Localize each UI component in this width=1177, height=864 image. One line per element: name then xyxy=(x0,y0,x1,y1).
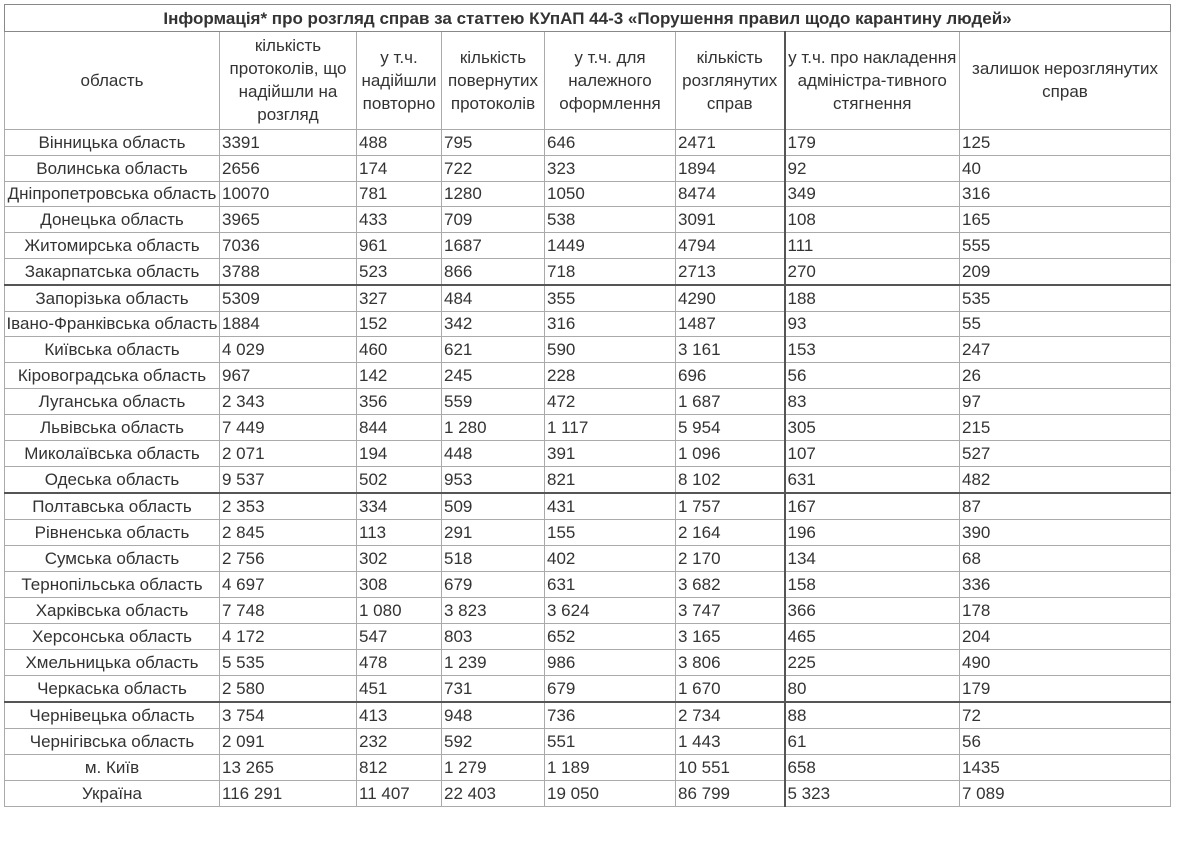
cases-considered-cell: 3 161 xyxy=(676,337,785,363)
cases-considered-cell: 3091 xyxy=(676,207,785,233)
received-repeatedly-cell: 502 xyxy=(357,467,442,494)
for-proper-processing-cell: 402 xyxy=(545,546,676,572)
remaining-cases-cell: 125 xyxy=(960,130,1171,156)
header-protocols-received: кількість протоколів, що надійшли на розгляд xyxy=(220,32,357,130)
for-proper-processing-cell: 228 xyxy=(545,363,676,389)
cases-considered-cell: 1 096 xyxy=(676,441,785,467)
returned-protocols-cell: 448 xyxy=(442,441,545,467)
returned-protocols-cell: 866 xyxy=(442,259,545,286)
received-repeatedly-cell: 174 xyxy=(357,156,442,182)
protocols-received-cell: 2 580 xyxy=(220,676,357,703)
protocols-received-cell: 10070 xyxy=(220,182,357,207)
for-proper-processing-cell: 631 xyxy=(545,572,676,598)
for-proper-processing-cell: 590 xyxy=(545,337,676,363)
for-proper-processing-cell: 431 xyxy=(545,493,676,520)
cases-considered-cell: 3 682 xyxy=(676,572,785,598)
returned-protocols-cell: 3 823 xyxy=(442,598,545,624)
received-repeatedly-cell: 142 xyxy=(357,363,442,389)
received-repeatedly-cell: 356 xyxy=(357,389,442,415)
returned-protocols-cell: 342 xyxy=(442,312,545,337)
remaining-cases-cell: 390 xyxy=(960,520,1171,546)
received-repeatedly-cell: 478 xyxy=(357,650,442,676)
protocols-received-cell: 4 697 xyxy=(220,572,357,598)
remaining-cases-cell: 527 xyxy=(960,441,1171,467)
table-row xyxy=(5,781,1171,807)
returned-protocols-cell: 953 xyxy=(442,467,545,494)
region-cell: Тернопільська область xyxy=(5,572,220,598)
administrative-penalty-cell: 366 xyxy=(785,598,960,624)
cases-considered-cell: 4290 xyxy=(676,285,785,312)
received-repeatedly-cell: 433 xyxy=(357,207,442,233)
region-cell: Хмельницька область xyxy=(5,650,220,676)
remaining-cases-cell: 535 xyxy=(960,285,1171,312)
received-repeatedly-cell: 194 xyxy=(357,441,442,467)
administrative-penalty-cell: 5 323 xyxy=(785,781,960,807)
received-repeatedly-cell: 327 xyxy=(357,285,442,312)
administrative-penalty-cell: 80 xyxy=(785,676,960,703)
received-repeatedly-cell: 334 xyxy=(357,493,442,520)
administrative-penalty-cell: 83 xyxy=(785,389,960,415)
returned-protocols-cell: 795 xyxy=(442,130,545,156)
protocols-received-cell: 5309 xyxy=(220,285,357,312)
administrative-penalty-cell: 56 xyxy=(785,363,960,389)
returned-protocols-cell: 1 239 xyxy=(442,650,545,676)
for-proper-processing-cell: 538 xyxy=(545,207,676,233)
returned-protocols-cell: 509 xyxy=(442,493,545,520)
returned-protocols-cell: 731 xyxy=(442,676,545,703)
for-proper-processing-cell: 19 050 xyxy=(545,781,676,807)
table-row xyxy=(5,389,1171,415)
administrative-penalty-cell: 93 xyxy=(785,312,960,337)
returned-protocols-cell: 518 xyxy=(442,546,545,572)
table-row xyxy=(5,572,1171,598)
for-proper-processing-cell: 718 xyxy=(545,259,676,286)
table-row xyxy=(5,650,1171,676)
protocols-received-cell: 1884 xyxy=(220,312,357,337)
region-cell: Вінницька область xyxy=(5,130,220,156)
protocols-received-cell: 9 537 xyxy=(220,467,357,494)
remaining-cases-cell: 68 xyxy=(960,546,1171,572)
table-body xyxy=(5,130,1171,807)
region-cell: Дніпропетровська область xyxy=(5,182,220,207)
returned-protocols-cell: 1687 xyxy=(442,233,545,259)
table-row xyxy=(5,182,1171,207)
remaining-cases-cell: 555 xyxy=(960,233,1171,259)
header-received-repeatedly: у т.ч. надійшли повторно xyxy=(357,32,442,130)
protocols-received-cell: 7036 xyxy=(220,233,357,259)
table-row xyxy=(5,702,1171,729)
administrative-penalty-cell: 270 xyxy=(785,259,960,286)
remaining-cases-cell: 336 xyxy=(960,572,1171,598)
region-cell: Черкаська область xyxy=(5,676,220,703)
table-row xyxy=(5,755,1171,781)
header-region: область xyxy=(5,32,220,130)
received-repeatedly-cell: 547 xyxy=(357,624,442,650)
remaining-cases-cell: 72 xyxy=(960,702,1171,729)
report-container xyxy=(4,4,1171,807)
administrative-penalty-cell: 107 xyxy=(785,441,960,467)
returned-protocols-cell: 592 xyxy=(442,729,545,755)
remaining-cases-cell: 209 xyxy=(960,259,1171,286)
administrative-penalty-cell: 196 xyxy=(785,520,960,546)
returned-protocols-cell: 559 xyxy=(442,389,545,415)
table-row xyxy=(5,676,1171,703)
received-repeatedly-cell: 523 xyxy=(357,259,442,286)
administrative-penalty-cell: 167 xyxy=(785,493,960,520)
returned-protocols-cell: 1280 xyxy=(442,182,545,207)
cases-considered-cell: 3 165 xyxy=(676,624,785,650)
returned-protocols-cell: 1 279 xyxy=(442,755,545,781)
region-cell: Івано-Франківська область xyxy=(5,312,220,337)
region-cell: Харківська область xyxy=(5,598,220,624)
table-row xyxy=(5,546,1171,572)
table-row xyxy=(5,259,1171,286)
region-cell: Чернігівська область xyxy=(5,729,220,755)
for-proper-processing-cell: 551 xyxy=(545,729,676,755)
remaining-cases-cell: 490 xyxy=(960,650,1171,676)
for-proper-processing-cell: 472 xyxy=(545,389,676,415)
remaining-cases-cell: 482 xyxy=(960,467,1171,494)
received-repeatedly-cell: 812 xyxy=(357,755,442,781)
region-cell: Кіровоградська область xyxy=(5,363,220,389)
header-row xyxy=(5,32,1171,130)
received-repeatedly-cell: 152 xyxy=(357,312,442,337)
cases-considered-cell: 1 443 xyxy=(676,729,785,755)
received-repeatedly-cell: 488 xyxy=(357,130,442,156)
quarantine-cases-table xyxy=(4,4,1171,807)
header-for-proper-processing: у т.ч. для належного оформлення xyxy=(545,32,676,130)
cases-considered-cell: 2 164 xyxy=(676,520,785,546)
protocols-received-cell: 2656 xyxy=(220,156,357,182)
administrative-penalty-cell: 349 xyxy=(785,182,960,207)
cases-considered-cell: 3 806 xyxy=(676,650,785,676)
administrative-penalty-cell: 658 xyxy=(785,755,960,781)
for-proper-processing-cell: 652 xyxy=(545,624,676,650)
protocols-received-cell: 116 291 xyxy=(220,781,357,807)
protocols-received-cell: 2 845 xyxy=(220,520,357,546)
for-proper-processing-cell: 355 xyxy=(545,285,676,312)
cases-considered-cell: 2 734 xyxy=(676,702,785,729)
for-proper-processing-cell: 323 xyxy=(545,156,676,182)
for-proper-processing-cell: 679 xyxy=(545,676,676,703)
returned-protocols-cell: 709 xyxy=(442,207,545,233)
header-cases-considered: кількість розглянутих справ xyxy=(676,32,785,130)
region-cell: Донецька область xyxy=(5,207,220,233)
cases-considered-cell: 1 757 xyxy=(676,493,785,520)
protocols-received-cell: 2 071 xyxy=(220,441,357,467)
table-row xyxy=(5,441,1171,467)
administrative-penalty-cell: 225 xyxy=(785,650,960,676)
region-cell: м. Київ xyxy=(5,755,220,781)
cases-considered-cell: 8474 xyxy=(676,182,785,207)
returned-protocols-cell: 1 280 xyxy=(442,415,545,441)
received-repeatedly-cell: 11 407 xyxy=(357,781,442,807)
protocols-received-cell: 4 172 xyxy=(220,624,357,650)
remaining-cases-cell: 1435 xyxy=(960,755,1171,781)
received-repeatedly-cell: 961 xyxy=(357,233,442,259)
table-row xyxy=(5,729,1171,755)
received-repeatedly-cell: 1 080 xyxy=(357,598,442,624)
region-cell: Чернівецька область xyxy=(5,702,220,729)
protocols-received-cell: 2 756 xyxy=(220,546,357,572)
protocols-received-cell: 3965 xyxy=(220,207,357,233)
returned-protocols-cell: 621 xyxy=(442,337,545,363)
header-returned-protocols: кількість повернутих протоколів xyxy=(442,32,545,130)
remaining-cases-cell: 178 xyxy=(960,598,1171,624)
for-proper-processing-cell: 316 xyxy=(545,312,676,337)
protocols-received-cell: 2 091 xyxy=(220,729,357,755)
table-row xyxy=(5,156,1171,182)
cases-considered-cell: 2713 xyxy=(676,259,785,286)
administrative-penalty-cell: 158 xyxy=(785,572,960,598)
cases-considered-cell: 8 102 xyxy=(676,467,785,494)
table-row xyxy=(5,624,1171,650)
cases-considered-cell: 1487 xyxy=(676,312,785,337)
protocols-received-cell: 2 353 xyxy=(220,493,357,520)
administrative-penalty-cell: 134 xyxy=(785,546,960,572)
table-title: Інформація* про розгляд справ за статтею КУпАП 44-3 «Порушення правил щодо карантину людей» xyxy=(5,5,1171,32)
region-cell: Україна xyxy=(5,781,220,807)
remaining-cases-cell: 316 xyxy=(960,182,1171,207)
remaining-cases-cell: 204 xyxy=(960,624,1171,650)
administrative-penalty-cell: 179 xyxy=(785,130,960,156)
administrative-penalty-cell: 631 xyxy=(785,467,960,494)
protocols-received-cell: 967 xyxy=(220,363,357,389)
region-cell: Луганська область xyxy=(5,389,220,415)
remaining-cases-cell: 56 xyxy=(960,729,1171,755)
cases-considered-cell: 5 954 xyxy=(676,415,785,441)
protocols-received-cell: 3 754 xyxy=(220,702,357,729)
region-cell: Миколаївська область xyxy=(5,441,220,467)
received-repeatedly-cell: 844 xyxy=(357,415,442,441)
region-cell: Київська область xyxy=(5,337,220,363)
remaining-cases-cell: 215 xyxy=(960,415,1171,441)
table-row xyxy=(5,285,1171,312)
received-repeatedly-cell: 302 xyxy=(357,546,442,572)
protocols-received-cell: 4 029 xyxy=(220,337,357,363)
for-proper-processing-cell: 391 xyxy=(545,441,676,467)
received-repeatedly-cell: 413 xyxy=(357,702,442,729)
administrative-penalty-cell: 108 xyxy=(785,207,960,233)
region-cell: Сумська область xyxy=(5,546,220,572)
table-row xyxy=(5,415,1171,441)
table-row xyxy=(5,130,1171,156)
received-repeatedly-cell: 113 xyxy=(357,520,442,546)
received-repeatedly-cell: 451 xyxy=(357,676,442,703)
cases-considered-cell: 3 747 xyxy=(676,598,785,624)
remaining-cases-cell: 26 xyxy=(960,363,1171,389)
for-proper-processing-cell: 646 xyxy=(545,130,676,156)
returned-protocols-cell: 484 xyxy=(442,285,545,312)
administrative-penalty-cell: 88 xyxy=(785,702,960,729)
administrative-penalty-cell: 61 xyxy=(785,729,960,755)
protocols-received-cell: 7 748 xyxy=(220,598,357,624)
cases-considered-cell: 1 687 xyxy=(676,389,785,415)
table-row xyxy=(5,598,1171,624)
table-row xyxy=(5,520,1171,546)
region-cell: Полтавська область xyxy=(5,493,220,520)
received-repeatedly-cell: 781 xyxy=(357,182,442,207)
protocols-received-cell: 5 535 xyxy=(220,650,357,676)
returned-protocols-cell: 291 xyxy=(442,520,545,546)
administrative-penalty-cell: 153 xyxy=(785,337,960,363)
region-cell: Запорізька область xyxy=(5,285,220,312)
cases-considered-cell: 2 170 xyxy=(676,546,785,572)
for-proper-processing-cell: 1 189 xyxy=(545,755,676,781)
administrative-penalty-cell: 188 xyxy=(785,285,960,312)
cases-considered-cell: 86 799 xyxy=(676,781,785,807)
for-proper-processing-cell: 986 xyxy=(545,650,676,676)
received-repeatedly-cell: 460 xyxy=(357,337,442,363)
region-cell: Одеська область xyxy=(5,467,220,494)
cases-considered-cell: 1894 xyxy=(676,156,785,182)
for-proper-processing-cell: 1050 xyxy=(545,182,676,207)
region-cell: Рівненська область xyxy=(5,520,220,546)
administrative-penalty-cell: 465 xyxy=(785,624,960,650)
protocols-received-cell: 3788 xyxy=(220,259,357,286)
returned-protocols-cell: 722 xyxy=(442,156,545,182)
remaining-cases-cell: 179 xyxy=(960,676,1171,703)
remaining-cases-cell: 165 xyxy=(960,207,1171,233)
for-proper-processing-cell: 155 xyxy=(545,520,676,546)
received-repeatedly-cell: 308 xyxy=(357,572,442,598)
for-proper-processing-cell: 736 xyxy=(545,702,676,729)
cases-considered-cell: 4794 xyxy=(676,233,785,259)
table-row xyxy=(5,493,1171,520)
for-proper-processing-cell: 3 624 xyxy=(545,598,676,624)
cases-considered-cell: 696 xyxy=(676,363,785,389)
administrative-penalty-cell: 111 xyxy=(785,233,960,259)
protocols-received-cell: 7 449 xyxy=(220,415,357,441)
cases-considered-cell: 10 551 xyxy=(676,755,785,781)
received-repeatedly-cell: 232 xyxy=(357,729,442,755)
cases-considered-cell: 1 670 xyxy=(676,676,785,703)
table-row xyxy=(5,233,1171,259)
header-remaining-cases: залишок нерозглянутих справ xyxy=(960,32,1171,130)
remaining-cases-cell: 40 xyxy=(960,156,1171,182)
region-cell: Житомирська область xyxy=(5,233,220,259)
remaining-cases-cell: 55 xyxy=(960,312,1171,337)
cases-considered-cell: 2471 xyxy=(676,130,785,156)
table-row xyxy=(5,337,1171,363)
region-cell: Львівська область xyxy=(5,415,220,441)
table-row xyxy=(5,467,1171,494)
table-row xyxy=(5,363,1171,389)
protocols-received-cell: 2 343 xyxy=(220,389,357,415)
region-cell: Волинська область xyxy=(5,156,220,182)
table-row xyxy=(5,207,1171,233)
protocols-received-cell: 13 265 xyxy=(220,755,357,781)
remaining-cases-cell: 87 xyxy=(960,493,1171,520)
administrative-penalty-cell: 305 xyxy=(785,415,960,441)
administrative-penalty-cell: 92 xyxy=(785,156,960,182)
remaining-cases-cell: 7 089 xyxy=(960,781,1171,807)
protocols-received-cell: 3391 xyxy=(220,130,357,156)
remaining-cases-cell: 97 xyxy=(960,389,1171,415)
returned-protocols-cell: 948 xyxy=(442,702,545,729)
returned-protocols-cell: 803 xyxy=(442,624,545,650)
region-cell: Закарпатська область xyxy=(5,259,220,286)
for-proper-processing-cell: 1449 xyxy=(545,233,676,259)
region-cell: Херсонська область xyxy=(5,624,220,650)
remaining-cases-cell: 247 xyxy=(960,337,1171,363)
returned-protocols-cell: 245 xyxy=(442,363,545,389)
returned-protocols-cell: 22 403 xyxy=(442,781,545,807)
returned-protocols-cell: 679 xyxy=(442,572,545,598)
table-row xyxy=(5,312,1171,337)
for-proper-processing-cell: 1 117 xyxy=(545,415,676,441)
for-proper-processing-cell: 821 xyxy=(545,467,676,494)
header-administrative-penalty: у т.ч. про накладення адміністра-тивного стягнення xyxy=(785,32,960,130)
